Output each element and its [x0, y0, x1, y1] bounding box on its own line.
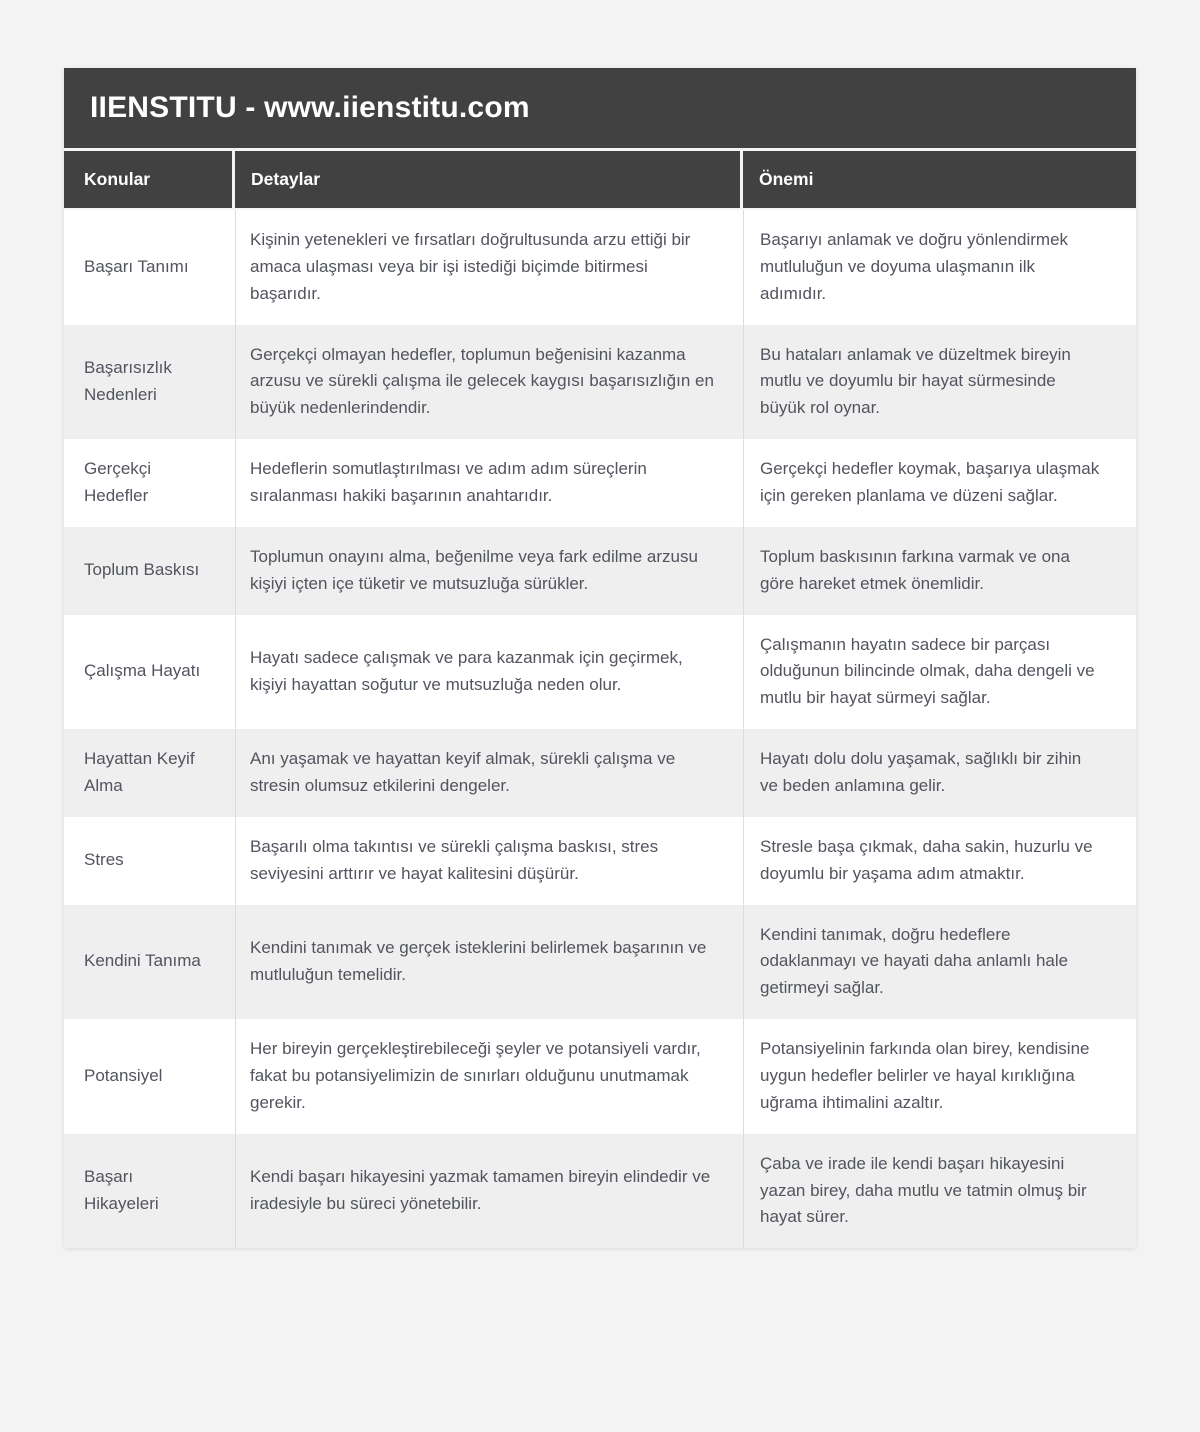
importance-text: Bu hataları anlamak ve düzeltmek bireyin mutlu ve doyumlu bir hayat sürmesinde büyük rol oynar. [760, 344, 1071, 418]
detail-text: Anı yaşamak ve hayattan keyif almak, sürekli çalışma ve stresin olumsuz etkilerini dengeler. [250, 749, 676, 796]
table-cell-importance [743, 615, 1136, 730]
table-cell-detail [235, 1134, 743, 1249]
importance-text: Çaba ve irade ile kendi başarı hikayesini yazan birey, daha mutlu ve tatmin olmuş bir hayat sürer. [760, 1153, 1087, 1227]
table-cell-importance [743, 325, 1136, 440]
table-cell-importance [743, 527, 1136, 615]
detail-text: Kişinin yetenekleri ve fırsatları doğrultusunda arzu ettiği bir amaca ulaşması veya bir işi istediği biçimde bitirmesi başarıdır. [250, 230, 691, 303]
topic-text: Potansiyel [84, 1066, 163, 1086]
table-row [64, 527, 1136, 615]
table-row [64, 905, 1136, 1020]
table-cell-importance [743, 1134, 1136, 1249]
table-row [64, 1134, 1136, 1249]
column-header-onemi: Önemi [743, 151, 1136, 208]
detail-text: Kendini tanımak ve gerçek isteklerini belirlemek başarının ve mutluluğun temelidir. [250, 938, 707, 984]
table-cell-detail [235, 1019, 743, 1134]
detail-text: Kendi başarı hikayesini yazmak tamamen bireyin elindedir ve iradesiyle bu süreci yönetebilir. [250, 1167, 711, 1214]
importance-text: Çalışmanın hayatın sadece bir parçası olduğunun bilincinde olmak, daha dengeli ve mutlu bir hayat sürmeyi sağlar. [760, 634, 1095, 708]
table-cell-importance [743, 1019, 1136, 1134]
topic-text: Stres [84, 850, 124, 870]
table-cell-topic [64, 729, 235, 817]
table-cell-topic [64, 1134, 235, 1249]
table-cell-detail [235, 729, 743, 817]
table-cell-detail [235, 905, 743, 1020]
importance-text: Kendini tanımak, doğru hedeflere odaklanmayı ve hayati daha anlamlı hale getirmeyi sağlar. [760, 924, 1069, 998]
page-title: IIENSTITU - www.iienstitu.com [64, 68, 1136, 148]
table-cell-topic [64, 905, 235, 1020]
table-cell-detail [235, 325, 743, 440]
table-cell-topic [64, 439, 235, 527]
table-body [64, 210, 1136, 1248]
topic-text: Toplum Baskısı [84, 560, 200, 580]
importance-text: Stresle başa çıkmak, daha sakin, huzurlu ve doyumlu bir yaşama adım atmaktır. [760, 836, 1093, 883]
topic-text: Başarı Hikayeleri [84, 1167, 159, 1214]
topic-text: Kendini Tanıma [84, 951, 201, 971]
table-row [64, 817, 1136, 905]
table-cell-importance [743, 210, 1136, 325]
table-cell-topic [64, 615, 235, 730]
detail-text: Hayatı sadece çalışmak ve para kazanmak için geçirmek, kişiyi hayattan soğutur ve mutsuzluğa neden olur. [250, 648, 683, 694]
topic-text: Çalışma Hayatı [84, 661, 201, 681]
importance-text: Hayatı dolu dolu yaşamak, sağlıklı bir zihin ve beden anlamına gelir. [760, 749, 1082, 796]
importance-text: Toplum baskısının farkına varmak ve ona göre hareket etmek önemlidir. [760, 546, 1070, 593]
column-header-detaylar: Detaylar [235, 151, 740, 208]
table-cell-topic [64, 1019, 235, 1134]
table-cell-importance [743, 905, 1136, 1020]
table-cell-topic [64, 817, 235, 905]
table-row [64, 1019, 1136, 1134]
topic-text: Başarısızlık Nedenleri [84, 358, 172, 404]
table-cell-detail [235, 817, 743, 905]
table-row [64, 439, 1136, 527]
content-table-card [64, 0, 1136, 1316]
importance-text: Potansiyelinin farkında olan birey, kendisine uygun hedefler belirler ve hayal kırıklığına uğrama ihtimalini azaltır. [760, 1039, 1090, 1112]
detail-text: Toplumun onayını alma, beğenilme veya fark edilme arzusu kişiyi içten içe tüketir ve mutsuzluğa sürükler. [250, 546, 698, 593]
detail-text: Her bireyin gerçekleştirebileceği şeyler ve potansiyeli vardır, fakat bu potansiyelimizin de sınırları olduğunu unutmamak gerekir. [250, 1039, 701, 1112]
table-row [64, 210, 1136, 325]
table-cell-topic [64, 210, 235, 325]
table-header-row [64, 151, 1136, 208]
table-cell-topic [64, 325, 235, 440]
table-row [64, 729, 1136, 817]
importance-text: Gerçekçi hedefler koymak, başarıya ulaşmak için gereken planlama ve düzeni sağlar. [760, 459, 1100, 506]
detail-text: Hedeflerin somutlaştırılması ve adım adım süreçlerin sıralanması hakiki başarının anahtarıdır. [250, 459, 647, 506]
table-cell-detail [235, 210, 743, 325]
topic-text: Gerçekçi Hedefler [84, 459, 152, 506]
content-table [64, 68, 1136, 1248]
table-cell-topic [64, 527, 235, 615]
topic-text: Hayattan Keyif Alma [84, 749, 195, 796]
detail-text: Gerçekçi olmayan hedefler, toplumun beğenisini kazanma arzusu ve sürekli çalışma ile gelecek kaygısı başarısızlığın en büyük nedenlerindendir. [250, 344, 714, 418]
importance-text: Başarıyı anlamak ve doğru yönlendirmek mutluluğun ve doyuma ulaşmanın ilk adımıdır. [760, 230, 1069, 303]
table-cell-detail [235, 439, 743, 527]
table-cell-importance [743, 817, 1136, 905]
column-header-konular: Konular [64, 151, 232, 208]
table-row [64, 325, 1136, 440]
table-cell-importance [743, 439, 1136, 527]
table-cell-importance [743, 729, 1136, 817]
table-cell-detail [235, 527, 743, 615]
topic-text: Başarı Tanımı [84, 256, 189, 276]
detail-text: Başarılı olma takıntısı ve sürekli çalışma baskısı, stres seviyesini arttırır ve hayat kalitesini düşürür. [250, 836, 659, 883]
table-cell-detail [235, 615, 743, 730]
table-row [64, 615, 1136, 730]
